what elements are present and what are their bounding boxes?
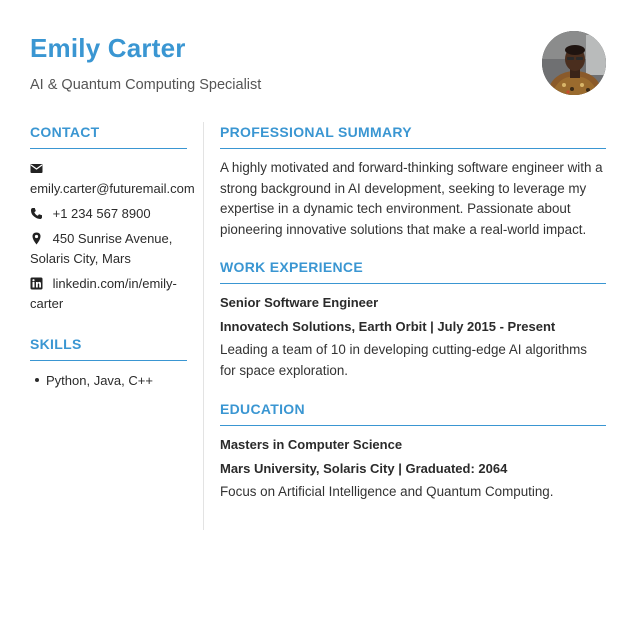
contact-list: [30, 159, 195, 314]
candidate-subtitle: AI & Quantum Computing Specialist: [30, 77, 262, 93]
experience-section: [220, 259, 606, 381]
skills-heading: SKILLS: [30, 336, 187, 361]
summary-text: A highly motivated and forward-thinking software engineer with a strong background in AI development, seeking to leverage my expertise in a dynamic tech environment. Passionate about pioneering innovative solutions that make a real-world impact.: [220, 160, 603, 237]
contact-phone: [30, 204, 187, 224]
education-degree: Masters in Computer Science: [220, 436, 403, 452]
location-pin-icon: [30, 231, 43, 244]
job-role: Senior Software Engineer: [220, 295, 379, 311]
contact-email: [30, 159, 195, 199]
right-column: [220, 124, 606, 502]
skill-item: [30, 371, 187, 391]
job-description: Leading a team of 10 in developing cutting-edge AI algorithms for space exploration.: [220, 342, 587, 378]
education-description: Focus on Artificial Intelligence and Quantum Computing.: [220, 483, 554, 499]
resume-header: [30, 33, 610, 103]
profile-photo: [542, 31, 606, 95]
bullet-icon: [35, 378, 39, 382]
skills-section: [30, 336, 187, 391]
candidate-name: Emily Carter: [30, 33, 186, 63]
contact-address: [30, 229, 187, 269]
job-meta: Innovatech Solutions, Earth Orbit | July 2015 - Present: [220, 319, 556, 335]
education-meta: Mars University, Solaris City | Graduated: 2064: [220, 460, 508, 476]
summary-section: [220, 124, 606, 240]
avatar: [542, 31, 606, 95]
phone-number[interactable]: +1 234 567 8900: [52, 206, 151, 221]
phone-icon: [30, 206, 43, 219]
contact-heading: CONTACT: [30, 124, 187, 149]
education-section: [220, 401, 606, 503]
education-heading: EDUCATION: [220, 401, 606, 426]
envelope-icon: [30, 161, 43, 174]
skill-text: Python, Java, C++: [46, 373, 153, 388]
linkedin-link[interactable]: linkedin.com/in/emily-carter: [30, 276, 177, 311]
email-link[interactable]: emily.carter@futuremail.com: [30, 181, 195, 196]
summary-heading: PROFESSIONAL SUMMARY: [220, 124, 606, 149]
column-divider: [203, 122, 204, 530]
linkedin-icon: [30, 276, 43, 289]
address-text: 450 Sunrise Avenue, Solaris City, Mars: [30, 231, 173, 266]
contact-linkedin: [30, 274, 187, 314]
left-column: [30, 124, 195, 391]
experience-heading: WORK EXPERIENCE: [220, 259, 606, 284]
skill-list: [30, 371, 187, 391]
